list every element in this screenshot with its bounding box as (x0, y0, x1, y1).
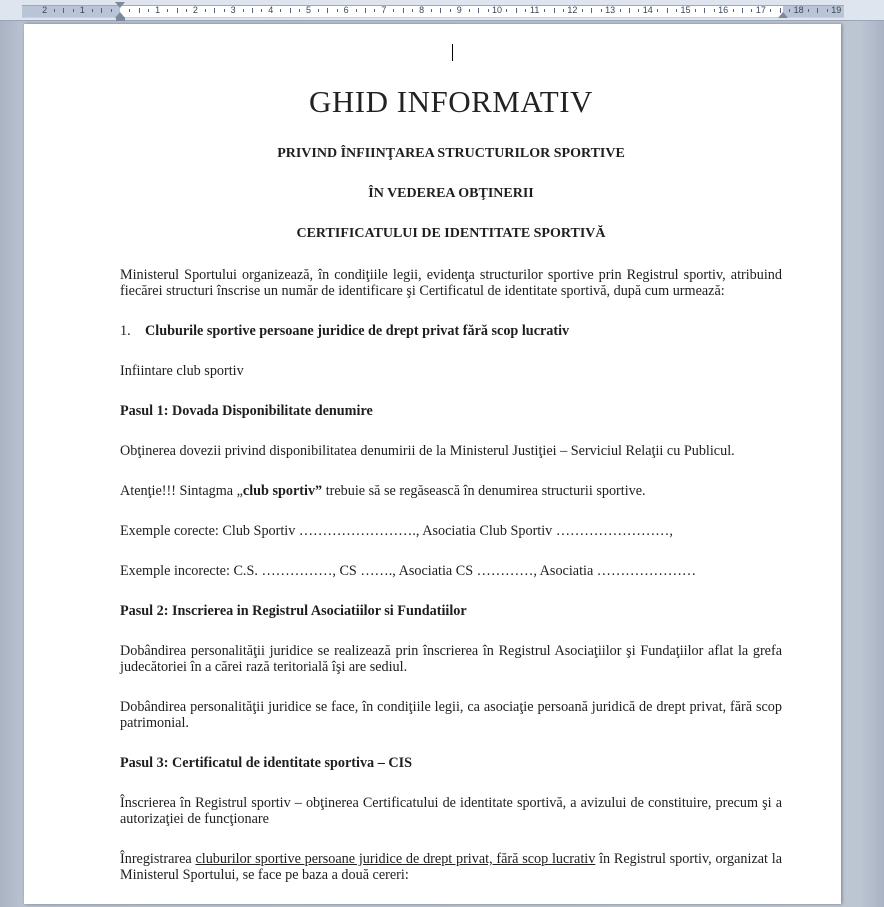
ruler-number: 14 (642, 5, 653, 15)
ruler-tick (412, 9, 413, 12)
ruler-tick (733, 9, 734, 12)
ruler-tick (139, 8, 140, 13)
ruler-tick (111, 9, 112, 12)
list-item-text: Cluburile sportive persoane juridice de drept privat fără scop lucrativ (145, 323, 570, 339)
ruler-tick (601, 9, 602, 12)
ruler-tick (327, 8, 328, 13)
ruler-number: 1 (79, 5, 85, 15)
ruler-tick (186, 9, 187, 12)
ruler-tick (356, 9, 357, 12)
ruler-number: 8 (419, 5, 425, 15)
ruler-tick (318, 9, 319, 12)
ruler-tick (506, 9, 507, 12)
ruler-number: 13 (605, 5, 616, 15)
ruler-tick (205, 9, 206, 12)
ruler-number: 19 (831, 5, 842, 15)
ruler-number: 9 (456, 5, 462, 15)
ruler-number: 11 (530, 5, 540, 15)
document-page[interactable] (24, 24, 841, 904)
ruler-tick (92, 9, 93, 12)
ruler-tick (290, 8, 291, 13)
ruler-tick (337, 9, 338, 12)
ruler-tick (54, 9, 55, 12)
ruler-tick (431, 9, 432, 12)
subtitle-3: CERTIFICATULUI DE IDENTITATE SPORTIVĂ (296, 226, 606, 241)
subtitle-2: ÎN VEDEREA OBŢINERII (368, 186, 534, 201)
ruler-number: 5 (305, 5, 312, 15)
ruler-tick (101, 8, 102, 13)
ruler-tick (629, 8, 630, 13)
ruler-tick (148, 9, 149, 12)
ruler-tick (695, 9, 696, 12)
exemple-corecte: Exemple corecte: Club Sportiv ……………………., Asociatia Club Sportiv ……………………, (120, 523, 673, 539)
atentie-bold: club sportiv” (242, 483, 323, 499)
ruler-tick (469, 9, 470, 12)
intro-paragraph: Ministerul Sportului organizează, în condiţiile legii, evidenţa structurilor sportive prin Registrul sportiv, atribuind fiecărei structuri înscrise un număr de identificare şi Certificatul de identitate sportivă, după cum urmează: (120, 267, 782, 299)
ruler-tick (440, 8, 441, 13)
document-body[interactable] (120, 84, 782, 907)
ruler-tick (280, 9, 281, 12)
ruler-tick (789, 9, 790, 12)
ruler-number: 17 (755, 5, 766, 15)
list-number: 1. (120, 323, 131, 339)
ruler-tick (516, 8, 517, 13)
ruler-tick (742, 8, 743, 13)
ruler-tick (478, 8, 479, 13)
pasul-2-text-1: Dobândirea personalităţii juridice se realizează prin înscrierea în Registrul Asociaţiilor şi Fundaţiilor aflat la grefa judecătoriei în a cărei rază teritorială îşi are sediul. (120, 643, 782, 675)
horizontal-ruler[interactable] (0, 0, 884, 21)
ruler-tick (591, 8, 592, 13)
ruler-tick (177, 8, 178, 13)
left-indent-marker[interactable] (116, 17, 125, 21)
document-title: GHID INFORMATIV (309, 84, 593, 119)
ruler-tick (817, 8, 818, 13)
ruler-tick (252, 8, 253, 13)
ruler-tick (393, 9, 394, 12)
ruler-tick (554, 8, 555, 13)
ruler-tick (620, 9, 621, 12)
ruler-left-margin (22, 5, 120, 17)
ruler-tick (214, 8, 215, 13)
pasul-3-text-1: Înscrierea în Registrul sportiv – obţinerea Certificatului de identitate sportivă, a avizului de constituire, precum şi a autorizaţiei de funcţionare (120, 795, 782, 827)
infiintare-line: Infiintare club sportiv (120, 363, 244, 379)
pasul-3-underlined: cluburilor sportive persoane juridice de drept privat, fără scop lucrativ (195, 851, 596, 867)
text-cursor (452, 44, 453, 61)
atentie-prefix: Atenţie!!! Sintagma „ (120, 483, 243, 499)
ruler-tick (638, 9, 639, 12)
ruler-tick (299, 9, 300, 12)
ruler-tick (657, 9, 658, 12)
ruler-tick (261, 9, 262, 12)
ruler-tick (714, 9, 715, 12)
ruler-number: 10 (491, 5, 503, 15)
ruler-tick (224, 9, 225, 12)
ruler-tick (563, 9, 564, 12)
ruler-tick (751, 9, 752, 12)
pasul-3-heading: Pasul 3: Certificatul de identitate sportiva – CIS (120, 755, 413, 771)
ruler-tick (808, 9, 809, 12)
right-indent-marker[interactable] (778, 12, 788, 18)
first-line-indent-marker[interactable] (115, 2, 125, 8)
subtitle-1: PRIVIND ÎNFIINŢAREA STRUCTURILOR SPORTIVE (277, 146, 625, 161)
ruler-number: 6 (343, 5, 349, 15)
ruler-tick (403, 8, 404, 13)
atentie-paragraph (120, 483, 782, 499)
ruler-number: 18 (793, 5, 804, 15)
ruler-number: 3 (230, 5, 236, 15)
ruler-tick (450, 9, 451, 12)
ruler-number: 7 (381, 5, 387, 15)
ruler-number: 1 (155, 5, 161, 15)
ruler-tick (770, 9, 771, 12)
ruler-tick (73, 9, 74, 12)
ruler-number: 16 (718, 5, 729, 15)
ruler-tick (488, 9, 489, 12)
ruler-number: 2 (192, 5, 198, 15)
atentie-suffix: trebuie să se regăsească în denumirea structurii sportive. (322, 483, 646, 499)
ruler-tick (667, 8, 668, 13)
ruler-tick (129, 9, 130, 12)
exemple-incorecte: Exemple incorecte: C.S. ……………, CS ……., Asociatia CS …………, Asociatia ………………… (120, 563, 697, 579)
ruler-number: 12 (567, 5, 578, 15)
ruler-tick (544, 9, 545, 12)
pasul-3-prefix: Înregistrarea (120, 851, 196, 867)
ruler-tick (374, 9, 375, 12)
ruler-number: 15 (680, 5, 691, 15)
ruler-tick (676, 9, 677, 12)
ruler-number: 4 (268, 5, 274, 15)
ruler-tick (704, 8, 705, 13)
pasul-3-suffix: în Registrul sportiv, organizat la Ministerul Sportului, se face pe baza a două cereri: (120, 851, 782, 883)
pasul-2-text-2: Dobândirea personalităţii juridice se face, în condiţiile legii, ca asociaţie persoană juridică de drept privat, fără scop patrimonial. (120, 699, 782, 731)
list-item-1 (120, 323, 782, 339)
ruler-tick (167, 9, 168, 12)
pasul-1-heading: Pasul 1: Dovada Disponibilitate denumire (120, 403, 373, 419)
ruler-number: 2 (42, 5, 48, 15)
ruler-tick (582, 9, 583, 12)
ruler-tick (365, 8, 366, 13)
pasul-3-text-2 (120, 851, 782, 883)
ruler-tick (243, 9, 244, 12)
ruler-tick (827, 9, 828, 12)
pasul-2-heading: Pasul 2: Inscrierea in Registrul Asociatiilor si Fundatiilor (120, 603, 467, 619)
ruler-tick (525, 9, 526, 12)
pasul-1-text: Obţinerea dovezii privind disponibilitatea denumirii de la Ministerul Justiţiei – Serviciul Relaţii cu Publicul. (120, 443, 735, 459)
ruler-tick (63, 8, 64, 13)
